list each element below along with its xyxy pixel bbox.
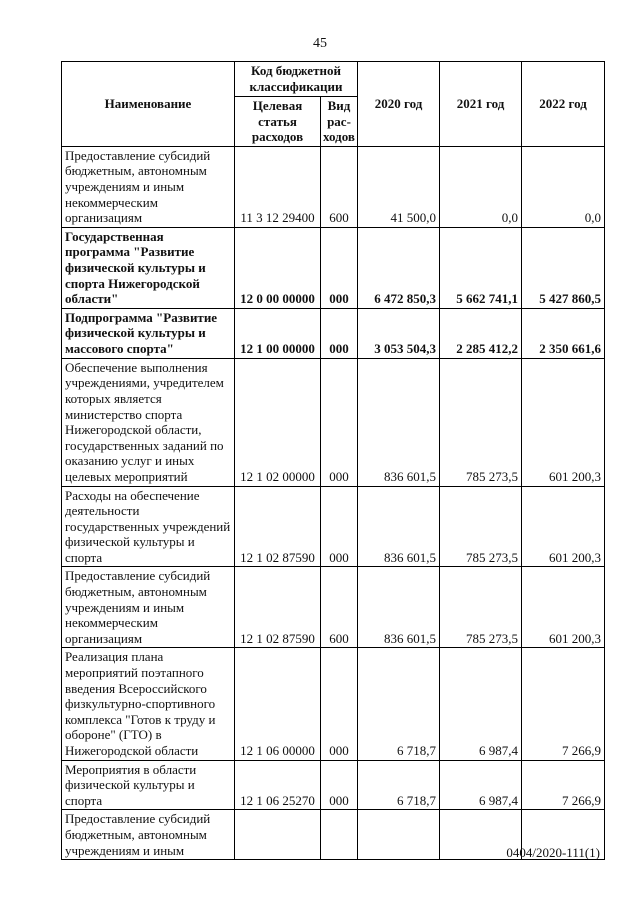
- row-expense-type: [321, 810, 358, 860]
- row-name: Предоставление субсидий бюджетным, автономным учреждениям и иным: [62, 810, 235, 860]
- row-value-2022: 7 266,9: [522, 648, 605, 760]
- row-value-2022: 0,0: [522, 146, 605, 227]
- page-number: 45: [313, 36, 327, 51]
- row-expense-type: 000: [321, 648, 358, 760]
- row-name: Предоставление субсидий бюджетным, автономным учреждениям и иным некоммерческим организациям: [62, 146, 235, 227]
- table-row: [62, 308, 605, 358]
- row-target-article: 12 1 02 87590: [235, 486, 321, 567]
- row-target-article: 12 1 00 00000: [235, 308, 321, 358]
- row-expense-type: 600: [321, 146, 358, 227]
- row-expense-type: 000: [321, 358, 358, 486]
- row-value-2020: 6 472 850,3: [358, 227, 440, 308]
- header-target-article: Целевая статья расходов: [235, 97, 321, 147]
- row-value-2021: 6 987,4: [440, 648, 522, 760]
- table-row: [62, 760, 605, 810]
- table-row: [62, 567, 605, 648]
- row-expense-type: 000: [321, 486, 358, 567]
- row-target-article: 12 1 02 00000: [235, 358, 321, 486]
- header-2020: 2020 год: [358, 62, 440, 147]
- row-value-2022: 2 350 661,6: [522, 308, 605, 358]
- row-target-article: 12 1 06 25270: [235, 760, 321, 810]
- row-name: Предоставление субсидий бюджетным, автономным учреждениям и иным некоммерческим организациям: [62, 567, 235, 648]
- row-expense-type: 600: [321, 567, 358, 648]
- table-row: [62, 358, 605, 486]
- header-expense-type: Вид рас-ходов: [321, 97, 358, 147]
- row-value-2021: 5 662 741,1: [440, 227, 522, 308]
- row-name: Мероприятия в области физической культуры и спорта: [62, 760, 235, 810]
- row-value-2020: [358, 810, 440, 860]
- row-expense-type: 000: [321, 308, 358, 358]
- header-2022: 2022 год: [522, 62, 605, 147]
- row-value-2020: 836 601,5: [358, 358, 440, 486]
- row-value-2021: 785 273,5: [440, 358, 522, 486]
- table-row: [62, 486, 605, 567]
- budget-table: [61, 61, 605, 860]
- header-2021: 2021 год: [440, 62, 522, 147]
- header-code-group: Код бюджетной классификации: [235, 62, 358, 97]
- row-name: Подпрограмма "Развитие физической культуры и массового спорта": [62, 308, 235, 358]
- row-target-article: 12 1 06 00000: [235, 648, 321, 760]
- row-value-2021: 785 273,5: [440, 486, 522, 567]
- document-code: 0404/2020-111(1): [506, 845, 600, 860]
- row-target-article: 11 3 12 29400: [235, 146, 321, 227]
- row-value-2022: 5 427 860,5: [522, 227, 605, 308]
- row-value-2021: 785 273,5: [440, 567, 522, 648]
- row-value-2020: 6 718,7: [358, 760, 440, 810]
- row-value-2022: 601 200,3: [522, 358, 605, 486]
- row-value-2020: 41 500,0: [358, 146, 440, 227]
- row-name: Государственная программа "Развитие физической культуры и спорта Нижегородской области": [62, 227, 235, 308]
- row-target-article: [235, 810, 321, 860]
- row-name: Обеспечение выполнения учреждениями, учредителем которых является министерство спорта Нижегородской области, государственных заданий по оказанию услуг и иных целевых мероприятий: [62, 358, 235, 486]
- table-header: [62, 62, 605, 147]
- row-target-article: 12 0 00 00000: [235, 227, 321, 308]
- row-value-2022: 7 266,9: [522, 760, 605, 810]
- header-name: Наименование: [62, 62, 235, 147]
- table-row: [62, 648, 605, 760]
- table-row: [62, 146, 605, 227]
- row-expense-type: 000: [321, 760, 358, 810]
- row-value-2021: 2 285 412,2: [440, 308, 522, 358]
- table-body: [62, 146, 605, 859]
- row-expense-type: 000: [321, 227, 358, 308]
- row-value-2022: 601 200,3: [522, 486, 605, 567]
- row-value-2020: 3 053 504,3: [358, 308, 440, 358]
- row-name: Расходы на обеспечение деятельности государственных учреждений физической культуры и спорта: [62, 486, 235, 567]
- row-target-article: 12 1 02 87590: [235, 567, 321, 648]
- row-value-2021: 6 987,4: [440, 760, 522, 810]
- row-name: Реализация плана мероприятий поэтапного введения Всероссийского физкультурно-спортивного комплекса "Готов к труду и обороне" (ГТО) в Нижегородской области: [62, 648, 235, 760]
- row-value-2022: 601 200,3: [522, 567, 605, 648]
- row-value-2020: 836 601,5: [358, 486, 440, 567]
- row-value-2020: 836 601,5: [358, 567, 440, 648]
- row-value-2021: 0,0: [440, 146, 522, 227]
- table-row: [62, 227, 605, 308]
- row-value-2020: 6 718,7: [358, 648, 440, 760]
